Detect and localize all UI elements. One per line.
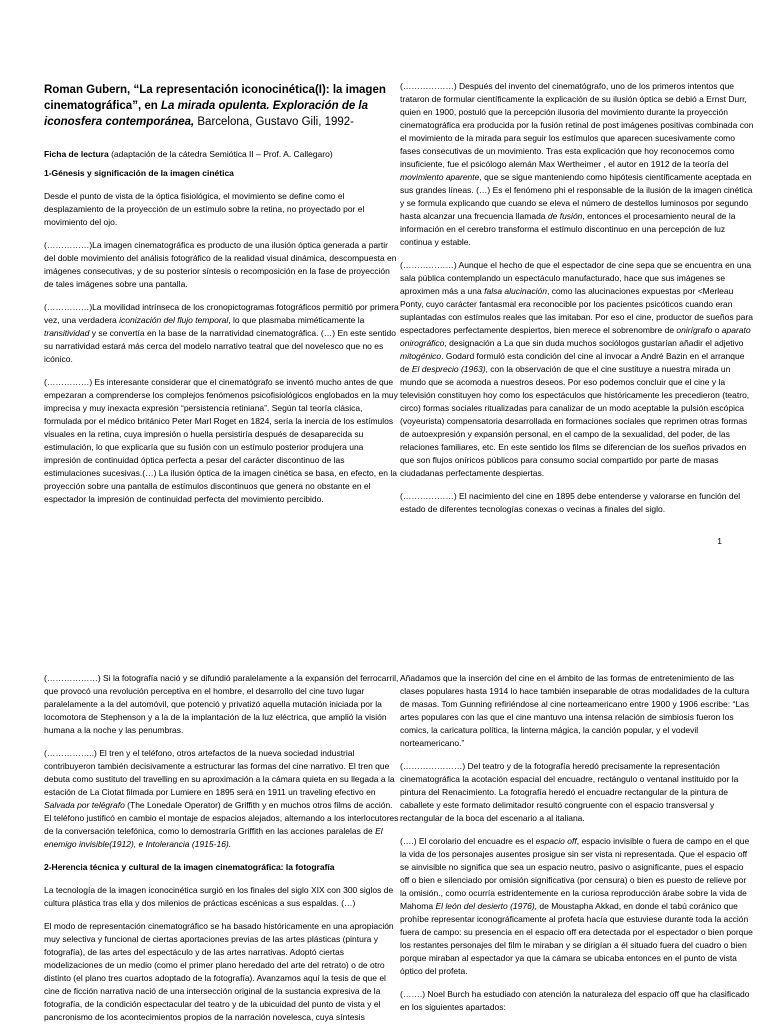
text-run: , designación a La que sin duda muchos sociólogos gustarían añadir el adjetivo: [444, 338, 744, 348]
text-run: y se convertía en la base de la narratividad cinematográfica. (…) En este sentido su narratividad estará más cerca del modelo narrativo teatral que del novelesco que no es icónico.: [44, 328, 396, 364]
text-run: (……………)La movilidad intrínseca de los cronopictogramas fotográficos permitió por primera vez, una verdadera: [44, 302, 399, 325]
text-run: de Moustapha Akkad, en donde el tabú coránico que prohíbe representar iconográficamente al profeta hacía que estuviese durante toda la acción fuera de campo: su presencia en el espacio off era detectada por el espectador o bien porque los restantes personajes del film le miraban y se dirigían a él situado fuera del cuadro o bien porque miraban al espectador ya que la cámara se ubicaba entonces en el punto de vista óptico del profeta.: [400, 901, 753, 976]
paragraph: [400, 259, 755, 480]
paragraph: (………………) Si la fotografía nació y se difundió paralelamente a la expansión del ferrocarril, que provocó una revolución perceptiva en el hombre, el desarrollo del cine tuvo lugar paralelamente a la del automóvil, que potenció y privatizó aquella mutación iniciada por la locomotora de Stephenson y a la de la implantación de la luz eléctrica, que amplió la visión humana a la noche y las penumbras.: [44, 673, 399, 735]
text-run-italic: El desprecio (1963): [411, 364, 486, 374]
text-run: , lo que plasmaba miméticamente la: [228, 315, 365, 325]
text-run-italic: Salvada por telégrafo: [44, 800, 125, 810]
paragraph: [400, 835, 755, 978]
text-run: (………………) Aunque el hecho de que el espectador de cine sepa que se encuentra en una sala pública contemplando un espectáculo manufacturado, hace que sus imágenes se aproximen más a una: [400, 260, 752, 296]
text-run-italic: transitividad: [44, 328, 90, 338]
page-number: 1: [717, 536, 722, 546]
ficha-detail: (adaptación de la cátedra Semiótica II – Prof. A. Callegaro): [108, 149, 333, 159]
text-run-italic: aparato onirográfico: [400, 325, 751, 348]
text-run: (….) El corolario del encuadre es el: [400, 836, 536, 846]
text-run: (……………..) El tren y el teléfono, otros artefactos de la nueva sociedad industrial contribuyeron también decisivamente a estructurar las formas del cine narrativo. El tren que debuta como sustituto del travelling en su aproximación a la cámara quieta en su llegada a la estación de La Ciotat filmada por Lumiere en 1895 será en 1911 un traveling efectivo en: [44, 748, 395, 797]
text-run-italic: onirígrafo: [676, 325, 713, 335]
text-run: , con la observación de que el cine sustituye a nuestra mirada un mundo que se acomoda a nuestros deseos. Por eso podemos concluir que el cine y la televisión constituyen hoy como los espectáculos que históricamente les precedieron (teatro, circo) formas sociales ritualizadas para canalizar de un modo aceptable la pulsión escópica (voyeurista) compensatoria desarrollada en formaciones sociales que reprimen otras formas de autoexpresión y expansión personal, en el campo de la sexualidad, del poder, de las relaciones familiares, etc. En este sentido los films se diferencian de los sueños privados en que son flujos oníricos públicos para consumo social compartido por parte de masas ciudadanas perfectamente despiertas.: [400, 364, 750, 478]
title-connector: , en: [137, 100, 161, 112]
text-run-italic: El enemigo invisible(1912), e Intolerancia (1915-16).: [44, 826, 383, 849]
paragraph: [44, 301, 399, 366]
chapter-title: “La representación iconocinética(I): la imagen cinematográfica”: [44, 84, 386, 112]
text-run-italic: movimiento aparente: [400, 172, 480, 182]
text-run: , como las alucinaciones expuestas por <Merleau Ponty, cuyo carácter fantasmal era reconocible por los pacientes psicóticos cuando eran suplantadas con estímulos reales que las imitaban. Por eso el cine, productor de sueños para espectadores perfectamente despiertos, bien merece el sobrenombre de: [400, 286, 753, 335]
publisher-info: Barcelona, Gustavo Gili, 1992-: [194, 116, 354, 128]
paragraph: (……………)La imagen cinematográfica es producto de una ilusión óptica generada a partir del doble movimiento del análisis fotográfico de la realidad visual dinámica, descompuesta en imágenes consecutivas, y de su posterior síntesis o recomposición en la fase de proyección de tales imágenes sobre una pantalla.: [44, 240, 397, 289]
text-run-italic: mitogénico: [400, 351, 442, 361]
ficha-line: [44, 148, 399, 161]
paragraph: [400, 80, 755, 249]
ficha-label: Ficha de lectura: [44, 149, 109, 159]
paragraph: El modo de representación cinematográfico se ha basado históricamente en una apropiación muy selectiva y funcional de ciertas aportaciones previas de las artes plásticas (pintura y fotografía), de las artes del espectáculo y de las artes narrativas. Adoptó ciertas modelizaciones de un medio (como el primer plano heredado del arte del retrato) o de otro distinto (el plano tres cuartos adoptado de la fotografía). Avanzamos aquí la tesis de que el cine de ficción narrativa nació de una intersección original de la sustancia expresiva de la fotografía, de la condición espectacular del teatro y de la ubicuidad del punto de vista y el pancronismo de los acontecimientos propios de la narración novelesca, cuya síntesis: [44, 921, 394, 1022]
paragraph: [44, 747, 399, 851]
section-heading-2: 2-Herencia técnica y cultural de la imagen cinematográfica: la fotografía: [44, 862, 335, 872]
text-run: . Godard formuló esta condición del cine al invocar a André Bazin en el arranque de: [400, 351, 745, 374]
book-title: La mirada opulenta. Exploración de la iconosfera contemporánea,: [44, 100, 369, 128]
paragraph: (…………………) Del teatro y de la fotografía heredó precisamente la representación cinematográfica la acotación espacial del encuadre, rectángulo o ventanal instituido por la pintura del Renacimiento. La fotografía heredó el encuadre rectangular de la pintura de caballete y este formato delimitador resultó congruente con el espacio transversal y rectangular de la boca del escenario a al italiana.: [400, 761, 739, 823]
document-page-2: [0, 660, 768, 1024]
page1-left-column: [44, 82, 399, 516]
author-name: Roman Gubern,: [44, 84, 134, 96]
paragraph: (…….) Noel Burch ha estudiado con atención la naturaleza del espacio off que ha clasificado en los siguientes apartados:: [400, 989, 750, 1012]
paragraph: (……………) Es interesante considerar que el cinematógrafo se inventó mucho antes de que empezaran a comprenderse los complejos fenómenos psicofisiológicos englobados en la muy imprecisa y muy inexacta expresión “persistencia retiniana”. Según tal teoría clásica, formulada por el médico británico Peter Marl Roget en 1824, sería la inercia de los estímulos visuales en la retina, cuya impresión o huella persistiría después de desaparecida su estimulación, lo que explicaría que su fusión con un estímulo posterior produjera una impresión de continuidad óptica perfecta a pesar del carácter discontinuo de las estimulaciones sucesivas.(…) La ilusión óptica de la imagen cinética se basa, en efecto, en la proyección sobre una pantalla de estímulos discontinuos que genera no obstante en el espectador la impresión de continuidad perfecta del movimiento percibido.: [44, 377, 398, 504]
paragraph: Desde el punto de vista de la óptica fisiológica, el movimiento se define como el desplazamiento de la proyección de un estímulo sobre la retina, no proyectado por el movimiento del ojo.: [44, 191, 365, 227]
document-title: [44, 82, 399, 130]
text-run: (The Lonedale Operator) de Griffith y en muchos otros films de acción. El teléfono justificó en cambio el montaje de espacios alejados, alternando a los interlocutores de la conversación telefónica, como lo demostraría Griffith en las acciones paralelas de: [44, 800, 399, 836]
text-run: (………………) Después del invento del cinematógrafo, uno de los primeros intentos que trataron de formular científicamente la explicación de su ilusión óptica se debió a Ernst Durr, quien en 1900, postuló que la percepción ilusoria del movimiento durante la proyección cinematográfica era producida por la fusión retinal de post imágenes positivas combinada con el movimiento de la mirada para seguir los estímulos que aparecen sucesivamente como fases consecutivas de un movimiento. Tras esta explicación que hoy reconocemos como insuficiente, fue el psicólogo alemán Max Wertheimer , el autor en 1912 de la teoría del: [400, 81, 754, 169]
page2-right-column: [400, 672, 755, 1024]
section-heading-1: 1-Génesis y significación de la imagen cinética: [44, 168, 234, 178]
paragraph: Añadamos que la inserción del cine en el ámbito de las formas de entretenimiento de las clases populares hasta 1914 lo hace también inseparable de otras modalidades de la cultura de masas. Tom Gunning refiriéndose al cine norteamericano entre 1900 y 1906 escribe: “Las artes populares con las que el cine mantuvo una intensa relación de simbiosis fueron los comics, la caricatura política, la linterna mágica, la canción popular, y el vodevil norteamericano.”: [400, 673, 750, 748]
text-run-italic: El león del desierto (1976),: [435, 901, 538, 911]
page1-right-column: [400, 80, 755, 526]
text-run-italic: iconización del flujo temporal: [119, 315, 229, 325]
text-run: , entonces el procesamiento neural de la información en el cerebro transforma el estímulo discontinuo en una percepción de luz continua y estable.: [400, 211, 736, 247]
text-run-italic: de fusión: [547, 211, 583, 221]
page2-left-column: [44, 672, 399, 1034]
text-run: o: [712, 325, 722, 335]
paragraph: La tecnología de la imagen iconocinética surgió en los finales del siglo XIX con 300 siglos de cultura plástica tras ella y dos milenios de prácticas escénicas a sus espaldas. (…): [44, 885, 394, 908]
text-run-italic: falsa alucinación: [484, 286, 547, 296]
paragraph: (………………) El nacimiento del cine en 1895 debe entenderse y valorarse en función del estado de diferentes tecnologías conexas o vecinas a finales del siglo.: [400, 491, 741, 514]
text-run: , que se sigue manteniendo como hipótesis científicamente aceptada en sus grandes líneas. (…) Es el fenómeno phi el responsable de la ilusión de la imagen cinética y se formula explicando que cuando se eleva el número de destellos luminosos por segundo hasta alcanzar una frecuencia llamada: [400, 172, 753, 221]
text-run: , espacio invisible o fuera de campo en el que la vida de los personajes ausentes prosigue sin ser vista ni representada. Que el espacio off se ainvisible no significa que sea un espacio neutro, pasivo o asignificante, pues el espacio off o bien e silenciado por omisión significativa (por censura) o bien es puesto de relieve por la omisión., como ocurría estridentemente en la curiosa reproducción árabe sobre la vida de Mahoma: [400, 836, 750, 911]
text-run-italic: espacio off: [535, 836, 577, 846]
